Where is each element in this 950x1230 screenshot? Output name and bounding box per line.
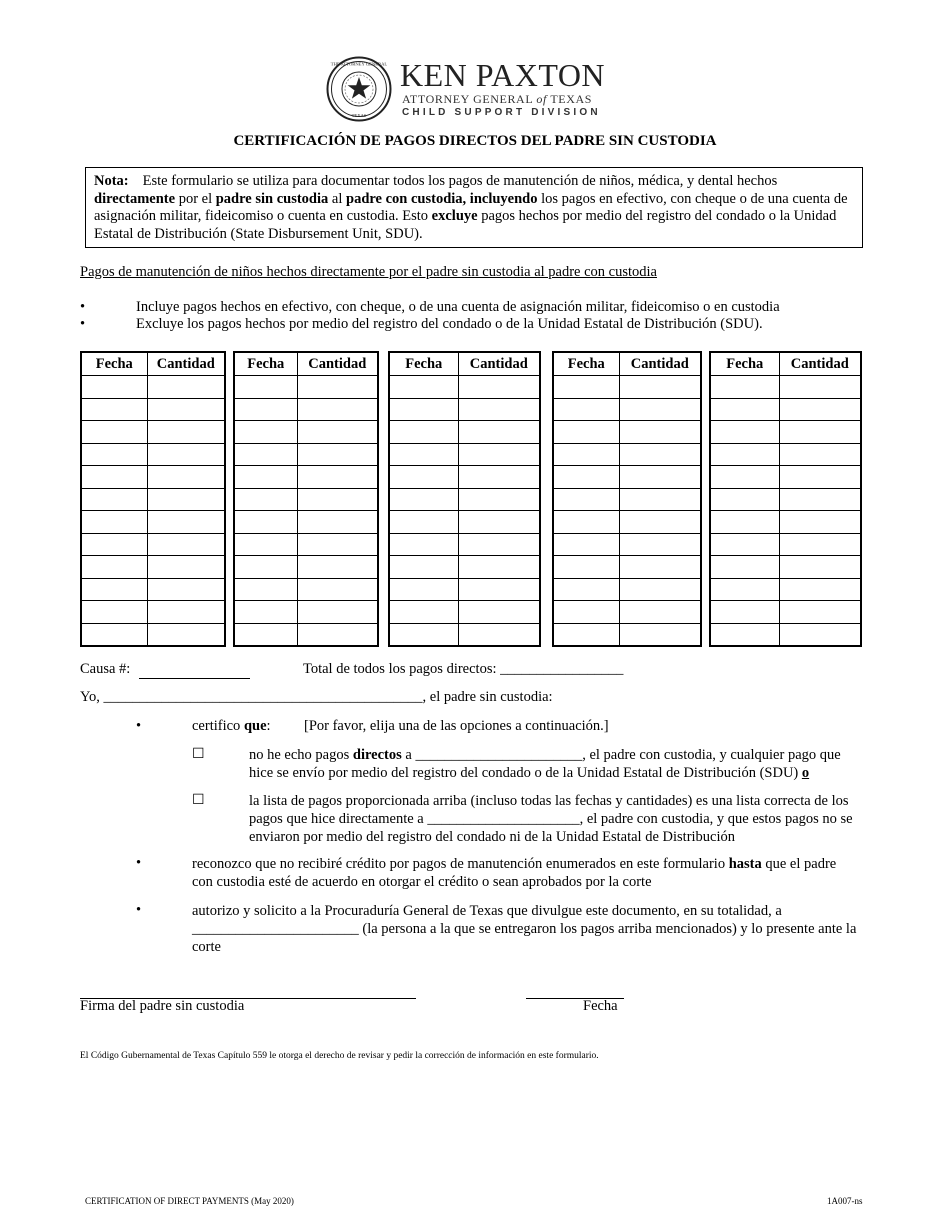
cantidad-cell[interactable]: [297, 578, 378, 601]
fecha-cell[interactable]: [81, 511, 147, 534]
bullet-acknowledge: •: [136, 855, 142, 871]
table-row: [234, 443, 378, 466]
yo-name-field[interactable]: Yo, ____________________________________________, el padre sin custodia:: [80, 689, 553, 705]
payment-table-3: [388, 351, 541, 647]
cantidad-cell[interactable]: [619, 601, 701, 624]
table-row: [710, 488, 861, 511]
table-row: [81, 601, 225, 624]
cantidad-cell[interactable]: [458, 556, 540, 579]
note-label: Nota:: [94, 173, 129, 189]
fecha-cell[interactable]: [81, 488, 147, 511]
fecha-cell[interactable]: [389, 421, 458, 444]
form-title: CERTIFICACIÓN DE PAGOS DIRECTOS DEL PADRE SIN CUSTODIA: [233, 133, 717, 149]
table-row: [389, 376, 540, 399]
cantidad-cell[interactable]: [458, 511, 540, 534]
table-row: [389, 466, 540, 489]
fecha-cell[interactable]: [81, 578, 147, 601]
fecha-cell[interactable]: [710, 488, 779, 511]
table-row: [553, 533, 701, 556]
seal-text-bottom: TEXAS: [351, 113, 367, 118]
table-row: [710, 578, 861, 601]
table-row: [710, 556, 861, 579]
table-row: [81, 466, 225, 489]
table-row: [710, 511, 861, 534]
total-payments-field[interactable]: Total de todos los pagos directos: _________________: [303, 661, 624, 677]
table-row: [710, 623, 861, 646]
cantidad-cell[interactable]: [297, 376, 378, 399]
fecha-cell[interactable]: [553, 488, 619, 511]
cantidad-cell[interactable]: [619, 511, 701, 534]
cantidad-cell[interactable]: [297, 511, 378, 534]
table-row: [81, 421, 225, 444]
fecha-cell[interactable]: [710, 443, 779, 466]
cantidad-cell[interactable]: [147, 623, 225, 646]
fecha-cell[interactable]: [389, 601, 458, 624]
fecha-cell[interactable]: [710, 466, 779, 489]
col-header-fecha: Fecha: [710, 352, 779, 376]
cantidad-cell[interactable]: [458, 443, 540, 466]
acknowledge-text: reconozco que no recibiré crédito por pagos de manutención enumerados en este formulario hasta que el padre con custodia esté de acuerdo en otorgar el crédito o sean aprobados por la corte: [192, 856, 837, 890]
fecha-cell[interactable]: [234, 601, 297, 624]
cantidad-cell[interactable]: [147, 466, 225, 489]
table-row: [389, 421, 540, 444]
cantidad-cell[interactable]: [297, 466, 378, 489]
oag-seal-logo: [326, 56, 392, 122]
cantidad-cell[interactable]: [458, 398, 540, 421]
table-row: [389, 488, 540, 511]
table-row: [710, 466, 861, 489]
cantidad-cell[interactable]: [779, 556, 861, 579]
option1-text: no he echo pagos directos a _______________________, el padre con custodia, y cualquier pago que hice se envío por medio del registro del condado o de la Unidad Estatal de Distribución (SDU) o: [249, 747, 841, 781]
note-box: Nota: Este formulario se utiliza para documentar todos los pagos de manutención de niños, médica, y dental hechos directamente por el padre sin custodia al padre con custodia, incluyendo los pagos en efectivo, con cheque o de una cuenta de asignación militar, fideicomiso o cuenta en custodia. Esto excluye pagos hechos por medio del registro del condado o la Unidad Estatal de Distribución (State Disbursement Unit, SDU).: [85, 167, 863, 248]
bullet-includes: • Incluye pagos hechos en efectivo, con cheque, o de una cuenta de asignación militar, fideicomiso o en custodia: [80, 299, 780, 315]
cantidad-cell[interactable]: [297, 623, 378, 646]
cantidad-cell[interactable]: [147, 601, 225, 624]
cantidad-cell[interactable]: [779, 578, 861, 601]
table-row: [234, 601, 378, 624]
table-row: [234, 398, 378, 421]
cantidad-cell[interactable]: [147, 533, 225, 556]
fecha-cell[interactable]: [553, 376, 619, 399]
table-row: [389, 443, 540, 466]
cantidad-cell[interactable]: [619, 421, 701, 444]
cantidad-cell[interactable]: [458, 601, 540, 624]
payment-table-2: [233, 351, 379, 647]
cantidad-cell[interactable]: [147, 376, 225, 399]
payment-table-4: [552, 351, 702, 647]
table-row: [710, 601, 861, 624]
fecha-cell[interactable]: [234, 443, 297, 466]
fecha-cell[interactable]: [553, 443, 619, 466]
bullet-certify: •: [136, 718, 142, 734]
cantidad-cell[interactable]: [458, 376, 540, 399]
cantidad-cell[interactable]: [779, 466, 861, 489]
brand-name: KEN PAXTON: [400, 57, 606, 93]
cantidad-cell[interactable]: [458, 578, 540, 601]
cantidad-cell[interactable]: [458, 421, 540, 444]
cantidad-cell[interactable]: [779, 601, 861, 624]
fecha-cell[interactable]: [81, 466, 147, 489]
table-row: [553, 398, 701, 421]
seal-text-top: THE ATTORNEY GENERAL: [330, 61, 388, 67]
fecha-cell[interactable]: [234, 376, 297, 399]
fecha-cell[interactable]: [234, 623, 297, 646]
col-header-cantidad: Cantidad: [619, 352, 701, 376]
fecha-cell[interactable]: [710, 556, 779, 579]
cantidad-cell[interactable]: [297, 421, 378, 444]
cantidad-cell[interactable]: [779, 421, 861, 444]
cantidad-cell[interactable]: [297, 556, 378, 579]
section-heading: Pagos de manutención de niños hechos directamente por el padre sin custodia al padre con custodia: [80, 264, 657, 280]
legal-notice: El Código Gubernamental de Texas Capítulo 559 le otorga el derecho de revisar y pedir la corrección de información en este formulario.: [80, 1051, 599, 1061]
fecha-cell[interactable]: [710, 511, 779, 534]
fecha-cell[interactable]: [234, 398, 297, 421]
fecha-cell[interactable]: [710, 601, 779, 624]
fecha-cell[interactable]: [710, 376, 779, 399]
fecha-cell[interactable]: [710, 578, 779, 601]
cantidad-cell[interactable]: [147, 443, 225, 466]
fecha-cell[interactable]: [234, 578, 297, 601]
cantidad-cell[interactable]: [297, 488, 378, 511]
table-row: [553, 376, 701, 399]
table-row: [234, 466, 378, 489]
cantidad-cell[interactable]: [779, 511, 861, 534]
cantidad-cell[interactable]: [619, 466, 701, 489]
fecha-cell[interactable]: [389, 466, 458, 489]
table-row: [710, 533, 861, 556]
table-row: [389, 556, 540, 579]
fecha-cell[interactable]: [234, 466, 297, 489]
signature-label: Firma del padre sin custodia: [80, 998, 245, 1014]
table-row: [553, 623, 701, 646]
fecha-cell[interactable]: [710, 533, 779, 556]
fecha-cell[interactable]: [389, 488, 458, 511]
table-row: [234, 421, 378, 444]
fecha-cell[interactable]: [553, 601, 619, 624]
fecha-cell[interactable]: [389, 398, 458, 421]
col-header-cantidad: Cantidad: [458, 352, 540, 376]
fecha-cell[interactable]: [234, 421, 297, 444]
table-row: [81, 376, 225, 399]
cantidad-cell[interactable]: [779, 398, 861, 421]
fecha-cell[interactable]: [389, 376, 458, 399]
table-row: [81, 578, 225, 601]
table-row: [389, 623, 540, 646]
table-row: [81, 443, 225, 466]
table-row: [389, 578, 540, 601]
table-row: [234, 376, 378, 399]
table-row: [234, 556, 378, 579]
cantidad-cell[interactable]: [297, 601, 378, 624]
fecha-cell[interactable]: [81, 376, 147, 399]
cantidad-cell[interactable]: [147, 556, 225, 579]
cantidad-cell[interactable]: [458, 466, 540, 489]
fecha-cell[interactable]: [234, 488, 297, 511]
table-row: [234, 578, 378, 601]
table-row: [234, 488, 378, 511]
cantidad-cell[interactable]: [619, 398, 701, 421]
col-header-fecha: Fecha: [234, 352, 297, 376]
fecha-cell[interactable]: [81, 421, 147, 444]
table-row: [81, 533, 225, 556]
fecha-cell[interactable]: [553, 421, 619, 444]
table-row: [81, 511, 225, 534]
table-row: [710, 443, 861, 466]
fecha-cell[interactable]: [710, 421, 779, 444]
table-row: [81, 623, 225, 646]
table-row: [710, 398, 861, 421]
certify-instruction: [Por favor, elija una de las opciones a continuación.]: [304, 718, 609, 734]
fecha-cell[interactable]: [81, 556, 147, 579]
fecha-cell[interactable]: [553, 466, 619, 489]
cantidad-cell[interactable]: [147, 578, 225, 601]
cantidad-cell[interactable]: [779, 376, 861, 399]
table-row: [553, 511, 701, 534]
cantidad-cell[interactable]: [458, 533, 540, 556]
fecha-cell[interactable]: [234, 533, 297, 556]
table-row: [553, 556, 701, 579]
col-header-fecha: Fecha: [81, 352, 147, 376]
brand-subtitle: ATTORNEY GENERAL of TEXAS: [402, 92, 593, 106]
cantidad-cell[interactable]: [619, 488, 701, 511]
col-header-fecha: Fecha: [389, 352, 458, 376]
footer-form-name: CERTIFICATION OF DIRECT PAYMENTS (May 2020): [85, 1196, 294, 1206]
fecha-cell[interactable]: [389, 443, 458, 466]
cantidad-cell[interactable]: [619, 376, 701, 399]
table-row: [234, 623, 378, 646]
cantidad-cell[interactable]: [458, 623, 540, 646]
table-row: [234, 533, 378, 556]
cantidad-cell[interactable]: [147, 488, 225, 511]
cantidad-cell[interactable]: [619, 556, 701, 579]
cantidad-cell[interactable]: [779, 533, 861, 556]
brand-division: CHILD SUPPORT DIVISION: [402, 107, 601, 118]
table-row: [710, 421, 861, 444]
cantidad-cell[interactable]: [779, 488, 861, 511]
fecha-cell[interactable]: [81, 443, 147, 466]
date-label: Fecha: [583, 998, 618, 1014]
causa-label: Causa #:: [80, 661, 131, 677]
col-header-fecha: Fecha: [553, 352, 619, 376]
bullet-authorize: •: [136, 902, 142, 918]
col-header-cantidad: Cantidad: [779, 352, 861, 376]
fecha-cell[interactable]: [553, 533, 619, 556]
fecha-cell[interactable]: [389, 623, 458, 646]
cantidad-cell[interactable]: [619, 623, 701, 646]
payment-table-5: [709, 351, 862, 647]
table-row: [553, 601, 701, 624]
table-row: [234, 511, 378, 534]
fecha-cell[interactable]: [81, 601, 147, 624]
fecha-cell[interactable]: [234, 511, 297, 534]
cantidad-cell[interactable]: [147, 511, 225, 534]
fecha-cell[interactable]: [81, 533, 147, 556]
table-row: [553, 421, 701, 444]
table-row: [81, 488, 225, 511]
option1-checkbox[interactable]: ☐: [192, 746, 205, 762]
cantidad-cell[interactable]: [619, 443, 701, 466]
table-row: [553, 443, 701, 466]
table-row: [81, 556, 225, 579]
cantidad-cell[interactable]: [779, 443, 861, 466]
option2-checkbox[interactable]: ☐: [192, 792, 205, 808]
fecha-cell[interactable]: [553, 511, 619, 534]
payment-table-1: [80, 351, 226, 647]
fecha-cell[interactable]: [710, 398, 779, 421]
table-row: [389, 601, 540, 624]
causa-input[interactable]: [139, 678, 250, 679]
fecha-cell[interactable]: [710, 623, 779, 646]
col-header-cantidad: Cantidad: [297, 352, 378, 376]
table-row: [389, 511, 540, 534]
cantidad-cell[interactable]: [297, 533, 378, 556]
cantidad-cell[interactable]: [297, 398, 378, 421]
fecha-cell[interactable]: [389, 578, 458, 601]
fecha-cell[interactable]: [553, 398, 619, 421]
fecha-cell[interactable]: [553, 556, 619, 579]
table-row: [81, 398, 225, 421]
footer-form-id: 1A007-ns: [827, 1196, 863, 1206]
fecha-cell[interactable]: [81, 398, 147, 421]
fecha-cell[interactable]: [389, 556, 458, 579]
table-row: [389, 533, 540, 556]
cantidad-cell[interactable]: [147, 398, 225, 421]
table-row: [710, 376, 861, 399]
certify-text: certifico que:: [192, 718, 271, 734]
authorize-text: autorizo y solicito a la Procuraduría General de Texas que divulgue este documento, en su totalidad, a _______________________ (la persona a la que se entregaron los pagos arriba mencionados) y lo presente ante la corte: [192, 903, 857, 955]
fecha-cell[interactable]: [553, 578, 619, 601]
col-header-cantidad: Cantidad: [147, 352, 225, 376]
cantidad-cell[interactable]: [619, 533, 701, 556]
table-row: [553, 578, 701, 601]
fecha-cell[interactable]: [389, 511, 458, 534]
option2-text: la lista de pagos proporcionada arriba (incluso todas las fechas y cantidades) es una lista correcta de los pagos que hice directamente a _____________________, el padre con custodia, y que estos pagos no se enviaron por medio del registro del condado ni de la Unidad Estatal de Distribución: [249, 793, 853, 845]
fecha-cell[interactable]: [553, 623, 619, 646]
bullet-excludes: • Excluye los pagos hechos por medio del registro del condado o de la Unidad Estatal de Distribución (SDU).: [80, 316, 763, 332]
table-row: [553, 466, 701, 489]
table-row: [389, 398, 540, 421]
cantidad-cell[interactable]: [147, 421, 225, 444]
cantidad-cell[interactable]: [779, 623, 861, 646]
table-row: [553, 488, 701, 511]
fecha-cell[interactable]: [81, 623, 147, 646]
cantidad-cell[interactable]: [297, 443, 378, 466]
fecha-cell[interactable]: [234, 556, 297, 579]
fecha-cell[interactable]: [389, 533, 458, 556]
cantidad-cell[interactable]: [458, 488, 540, 511]
cantidad-cell[interactable]: [619, 578, 701, 601]
